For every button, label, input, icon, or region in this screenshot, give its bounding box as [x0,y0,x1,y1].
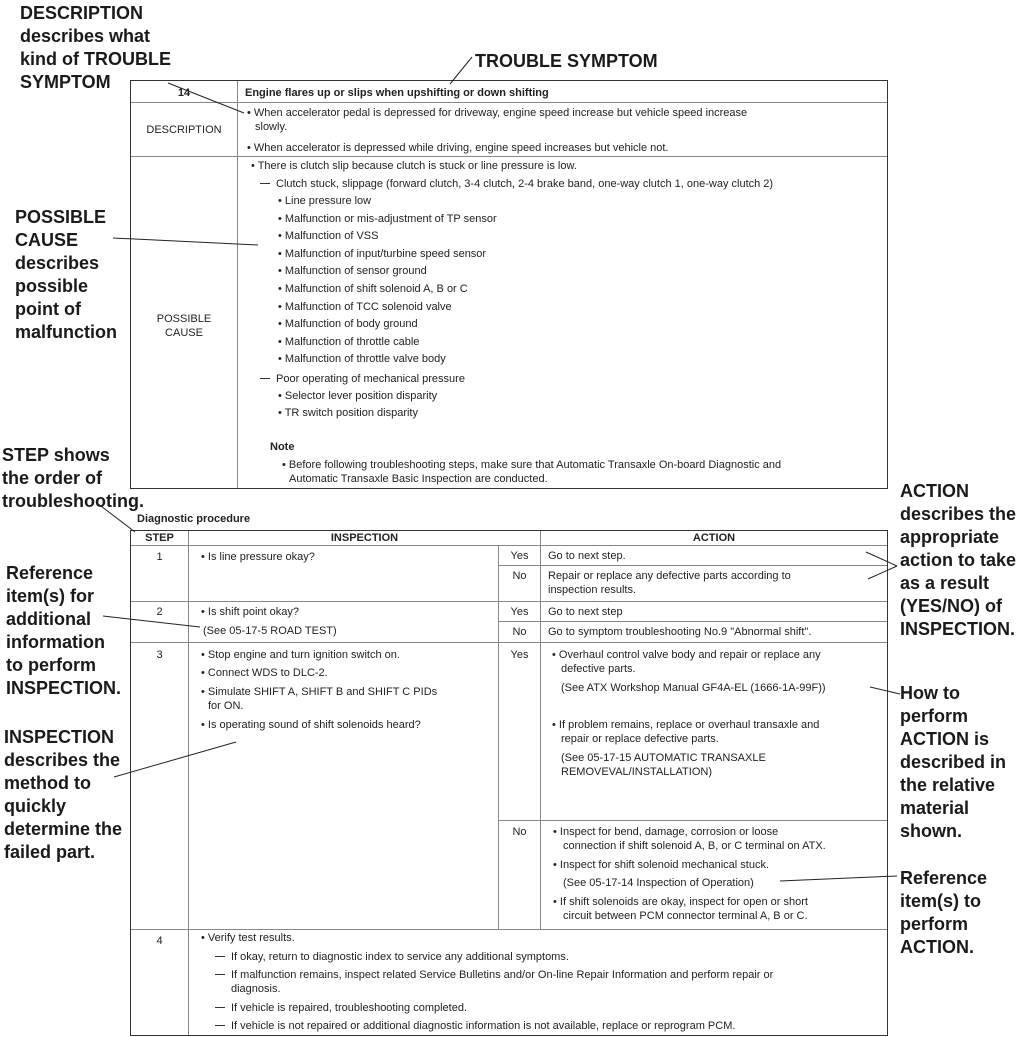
action-text: circuit between PCM connector terminal A, B or C. [563,910,808,922]
divider [131,601,887,602]
inspection-text: • Is operating sound of shift solenoids heard? [201,719,421,731]
note-line: Automatic Transaxle Basic Inspection are conducted. [289,473,548,485]
no-label: No [512,826,527,838]
cause-intro: • There is clutch slip because clutch is stuck or line pressure is low. [251,160,577,172]
reference-text: (See 05-17-5 ROAD TEST) [203,625,337,637]
action-text: • If shift solenoids are okay, inspect for open or short [553,896,808,908]
divider [131,929,887,930]
subitem: diagnosis. [231,983,281,995]
divider [131,156,887,157]
cause-item: • Malfunction of throttle cable [278,335,420,348]
header-step: STEP [145,532,174,544]
cause-item: • Malfunction or mis-adjustment of TP sensor [278,212,497,225]
inspection-text: • Stop engine and turn ignition switch on. [201,649,400,661]
action-text: Go to next step [548,606,623,618]
cause-item: • Malfunction of TCC solenoid valve [278,300,452,313]
symptom-title: Engine flares up or slips when upshifting or down shifting [245,87,549,99]
procedure-title: Diagnostic procedure [137,513,251,525]
dash-icon [260,183,270,184]
yes-label: Yes [510,550,529,562]
callout-reference-inspection: Reference item(s) for additional information to perform INSPECTION. [6,563,122,698]
yes-label: Yes [510,649,529,661]
cause-group: Clutch stuck, slippage (forward clutch, 3-4 clutch, 2-4 brake band, one-way clutch 1, one-way clutch 2) [260,177,773,191]
action-text: • Inspect for shift solenoid mechanical stuck. [553,859,770,871]
inspection-text: • Is shift point okay? [201,606,300,618]
action-text: connection if shift solenoid A, B, or C terminal on ATX. [563,840,826,852]
action-text: inspection results. [548,584,637,596]
cause-item: • TR switch position disparity [278,407,418,419]
divider [237,81,238,488]
callout-reference-action: Reference item(s) to perform ACTION. [900,868,988,957]
callout-action: ACTION describes the appropriate action to take as a result (YES/NO) of INSPECTION. [900,481,1017,639]
cause-item: • Malfunction of sensor ground [278,265,427,278]
cause-item: • Malfunction of throttle valve body [278,353,446,366]
inspection-text: • Verify test results. [201,932,295,944]
divider [499,565,887,566]
callout-possible-cause: POSSIBLE CAUSE describes possible point of malfunction [15,207,117,342]
divider [498,546,499,929]
subitem: If vehicle is not repaired or additional diagnostic information is not available, replace or reprogram PCM. [215,1019,735,1033]
action-text: repair or replace defective parts. [561,733,719,745]
step-number: 2 [156,606,163,618]
no-label: No [512,626,527,638]
step-number: 1 [156,551,163,563]
divider [499,820,887,821]
inspection-text: • Simulate SHIFT A, SHIFT B and SHIFT C PIDs [201,686,438,698]
no-label: No [512,570,527,582]
divider [499,621,887,622]
description-label: DESCRIPTION [146,124,222,136]
subitem: If okay, return to diagnostic index to service any additional symptoms. [215,950,569,964]
callout-description: DESCRIPTION describes what kind of TROUBLE SYMPTOM [20,3,171,92]
step-number: 4 [156,935,163,947]
divider [131,102,887,103]
cause-item: • Malfunction of input/turbine speed sensor [278,247,487,260]
possible-cause-label: CAUSE [165,327,203,339]
subitem: If malfunction remains, inspect related Service Bulletins and/or On-line Repair Information and perform repair or [215,968,773,982]
subitem: If vehicle is repaired, troubleshooting completed. [215,1001,467,1015]
action-text: Go to symptom troubleshooting No.9 "Abnormal shift". [548,626,812,638]
step-number: 3 [156,649,163,661]
action-text: • Overhaul control valve body and repair or replace any [552,649,821,661]
action-text: • If problem remains, replace or overhaul transaxle and [552,719,820,731]
callout-step: STEP shows the order of troubleshooting. [2,445,144,511]
dash-icon [215,974,225,975]
reference-text: (See 05-17-14 Inspection of Operation) [563,877,754,889]
reference-text: (See 05-17-15 AUTOMATIC TRANSAXLE [561,752,766,764]
cause-item: • Malfunction of shift solenoid A, B or C [278,283,468,295]
inspection-text: • Is line pressure okay? [201,551,315,563]
cause-item: • Line pressure low [278,195,372,207]
description-line: • When accelerator is depressed while driving, engine speed increases but vehicle not. [247,142,669,154]
cause-item: • Selector lever position disparity [278,390,438,402]
action-text: • Inspect for bend, damage, corrosion or loose [553,826,779,838]
callout-trouble-symptom: TROUBLE SYMPTOM [475,51,658,71]
inspection-text: • Connect WDS to DLC-2. [201,667,328,679]
dash-icon [215,1025,225,1026]
dash-icon [260,378,270,379]
description-line: • When accelerator pedal is depressed for driveway, engine speed increase but vehicle speed increase [247,107,748,119]
action-text: Repair or replace any defective parts according to [548,570,791,582]
yes-label: Yes [510,606,529,618]
note-label: Note [270,441,295,453]
header-action: ACTION [692,532,736,544]
action-text: defective parts. [561,663,636,675]
cause-item: • Malfunction of body ground [278,318,418,331]
dash-icon [215,1007,225,1008]
reference-text: REMOVEVAL/INSTALLATION) [561,766,712,778]
cause-item: • Malfunction of VSS [278,230,379,243]
symptom-number: 14 [177,87,191,99]
description-line: slowly. [255,121,288,133]
divider [540,531,541,929]
divider [188,531,189,1035]
inspection-text: for ON. [208,700,244,712]
header-inspection: INSPECTION [330,532,399,544]
cause-group: Poor operating of mechanical pressure [260,372,465,386]
callout-how-to-action: How to perform ACTION is described in the relative material shown. [900,683,1007,841]
dash-icon [215,956,225,957]
note-line: • Before following troubleshooting steps, make sure that Automatic Transaxle On-board Diagnostic and [282,459,782,471]
callout-inspection: INSPECTION describes the method to quickly determine the failed part. [4,727,123,862]
reference-text: (See ATX Workshop Manual GF4A-EL (1666-1A-99F)) [561,682,826,694]
possible-cause-label: POSSIBLE [156,313,212,325]
action-text: Go to next step. [548,550,626,562]
divider [131,642,887,643]
divider [131,545,887,546]
